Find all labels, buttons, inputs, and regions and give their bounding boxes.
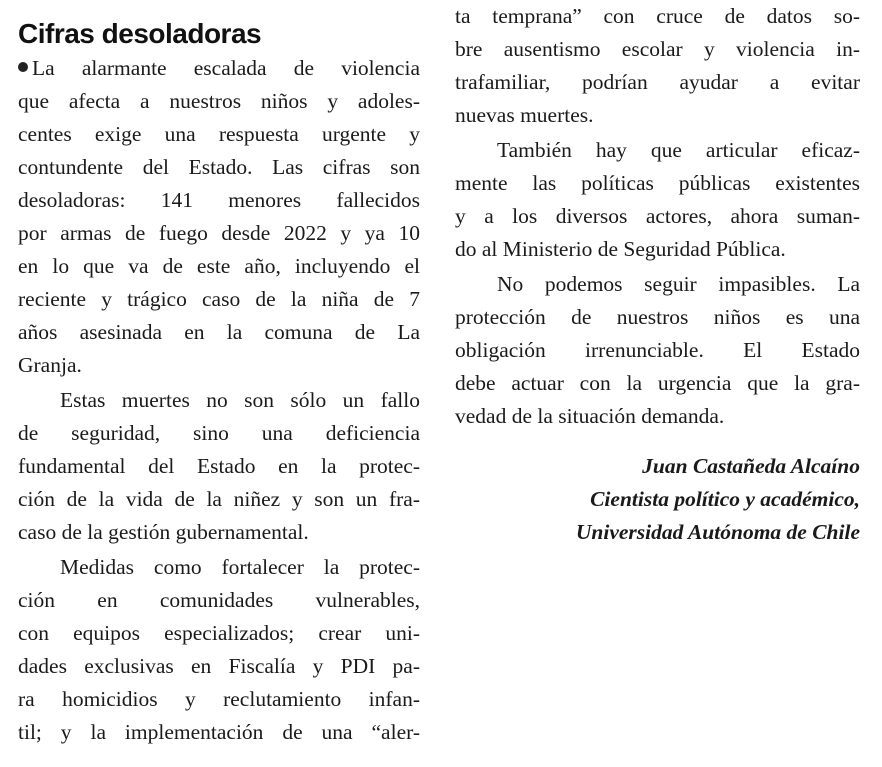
text-line: fundamental del Estado en la protec-: [18, 454, 420, 478]
text-line: dades exclusivas en Fiscalía y PDI pa-: [18, 654, 420, 678]
text-line: ción en comunidades vulnerables,: [18, 588, 420, 612]
text-line: caso de la gestión gubernamental.: [18, 520, 309, 544]
text-line: trafamiliar, podrían ayudar a evitar: [455, 70, 860, 94]
text-line: que afecta a nuestros niños y adoles-: [18, 89, 420, 113]
text-line: También hay que articular eficaz-: [497, 138, 860, 162]
text-line: vedad de la situación demanda.: [455, 404, 725, 428]
text-line: Granja.: [18, 353, 82, 377]
text-line: desoladoras: 141 menores fallecidos: [18, 188, 420, 212]
signature-institution: Universidad Autónoma de Chile: [575, 520, 860, 544]
text-line: ta temprana” con cruce de datos so-: [455, 4, 860, 28]
text-line: ra homicidios y reclutamiento infan-: [18, 687, 420, 711]
text-line: do al Ministerio de Seguridad Pública.: [455, 237, 786, 261]
text-line: debe actuar con la urgencia que la gra-: [455, 371, 860, 395]
text-line: con equipos especializados; crear uni-: [18, 621, 420, 645]
bullet-icon: [18, 62, 28, 72]
text-line: No podemos seguir impasibles. La: [497, 272, 860, 296]
text-line: mente las políticas públicas existentes: [455, 171, 860, 195]
text-line: reciente y trágico caso de la niña de 7: [18, 287, 420, 311]
text-line: ción de la vida de la niñez y son un fra-: [18, 487, 420, 511]
article-title: Cifras desoladoras: [18, 18, 262, 49]
text-line: bre ausentismo escolar y violencia in-: [455, 37, 860, 61]
text-line: Medidas como fortalecer la protec-: [60, 555, 420, 579]
text-line: en lo que va de este año, incluyendo el: [18, 254, 420, 278]
text-line: años asesinada en la comuna de La: [18, 320, 420, 344]
signature-name: Juan Castañeda Alcaíno: [642, 454, 860, 478]
text-line: obligación irrenunciable. El Estado: [455, 338, 860, 362]
text-line: til; y la implementación de una “aler-: [18, 720, 420, 744]
text-line: Estas muertes no son sólo un fallo: [60, 388, 420, 412]
text-line: de seguridad, sino una deficiencia: [18, 421, 420, 445]
text-line-content: La alarmante escalada de violencia: [32, 56, 420, 80]
text-line: nuevas muertes.: [455, 103, 594, 127]
signature-role: Cientista político y académico,: [590, 487, 860, 511]
text-line: [18, 52, 420, 84]
text-line: y a los diversos actores, ahora suman-: [455, 204, 860, 228]
text-line: contundente del Estado. Las cifras son: [18, 155, 420, 179]
text-line: protección de nuestros niños es una: [455, 305, 860, 329]
text-line: centes exige una respuesta urgente y: [18, 122, 420, 146]
text-line: por armas de fuego desde 2022 y ya 10: [18, 221, 420, 245]
